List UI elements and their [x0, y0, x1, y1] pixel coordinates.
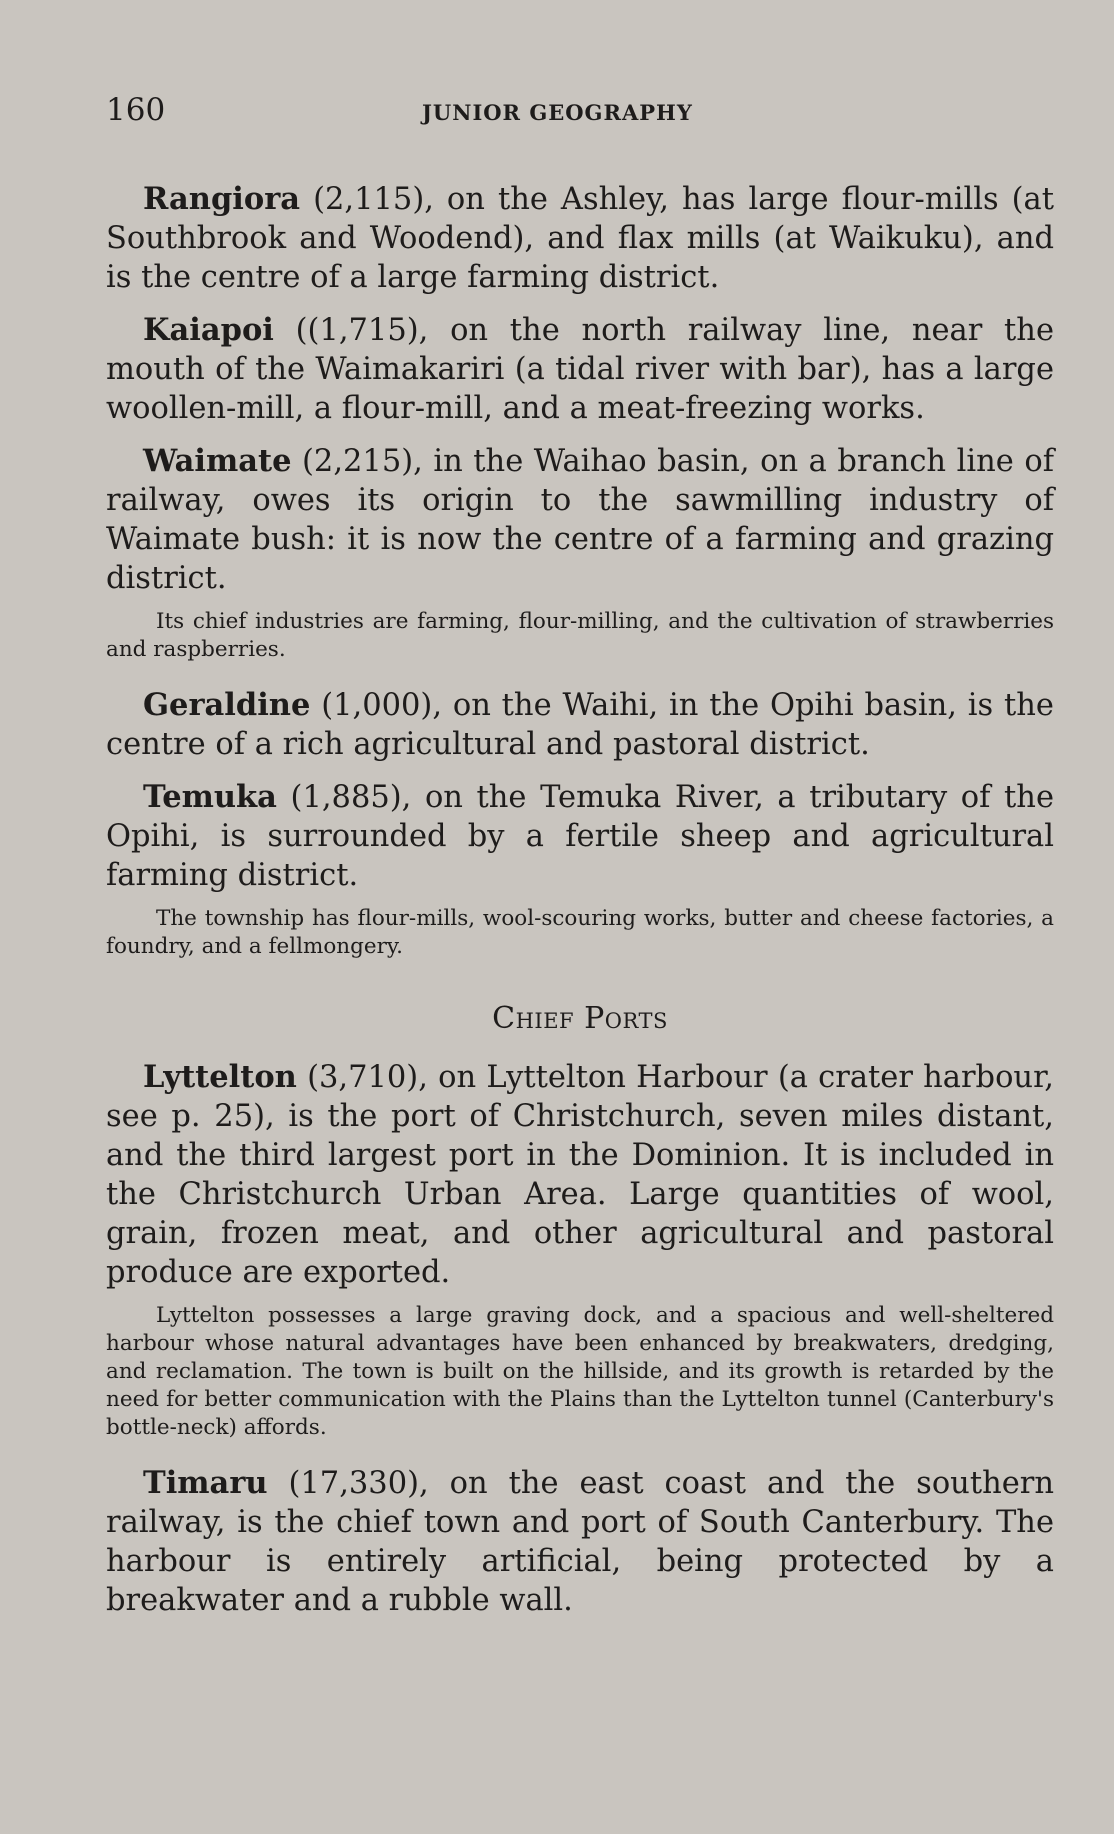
- entry-name: Rangiora: [143, 181, 301, 217]
- page-number: 160: [106, 92, 166, 128]
- entry-text: (17,330), on the east coast and the southern railway, is the chief town and port of South Canterbury. The harbour is entirely artificial, being protected by a breakwater and a rubble wall.: [106, 1466, 1054, 1618]
- entry-name: Waimate: [143, 443, 292, 479]
- entry-rangiora: [106, 180, 1054, 297]
- entry-text: (3,710), on Lyttelton Harbour (a crater harbour, see p. 25), is the port of Christchurch, seven miles distant, and the third largest port in the Dominion. It is included in the Christchurch Urban Area. Large quantities of wool, grain, frozen meat, and other agricultural and pastoral produce are exported.: [106, 1060, 1054, 1290]
- entry-text: (1,000), on the Waihi, in the Opihi basin, is the centre of a rich agricultural and pastoral district.: [106, 688, 1054, 762]
- entry-text: ((1,715), on the north railway line, near the mouth of the Waimakariri (a tidal river with bar), has a large woollen-mill, a flour-mill, and a meat-freezing works.: [106, 313, 1054, 426]
- entry-name: Temuka: [143, 779, 277, 815]
- entry-waimate: [106, 442, 1054, 598]
- section-heading-chief-ports: Chief Ports: [492, 1001, 668, 1036]
- entry-name: Kaiapoi: [143, 312, 274, 348]
- entry-lyttelton: [106, 1058, 1054, 1292]
- entry-temuka: [106, 778, 1054, 895]
- page-header: [106, 92, 1054, 138]
- entry-name: Lyttelton: [143, 1059, 297, 1095]
- running-head: JUNIOR GEOGRAPHY: [422, 100, 693, 125]
- entry-text: (1,885), on the Temuka River, a tributary of the Opihi, is surrounded by a fertile sheep and agricultural farming district.: [106, 780, 1054, 893]
- note-lyttelton: Lyttelton possesses a large graving dock, and a spacious and well-sheltered harbour whose natural advantages have been enhanced by breakwaters, dredging, and reclamation. The town is built on the hillside, and its growth is retarded by the need for better communication with the Plains than the Lyttelton tunnel (Canterbury's bottle-neck) affords.: [106, 1303, 1054, 1440]
- entry-text: (2,115), on the Ashley, has large flour-mills (at Southbrook and Woodend), and flax mills (at Waikuku), and is the centre of a large farming district.: [106, 182, 1054, 295]
- entry-timaru: [106, 1464, 1054, 1620]
- entry-geraldine: [106, 686, 1054, 764]
- entry-name: Timaru: [143, 1465, 268, 1501]
- entry-kaiapoi: [106, 311, 1054, 428]
- note-temuka: The township has flour-mills, wool-scouring works, butter and cheese factories, a foundry, and a fellmongery.: [106, 906, 1054, 959]
- entry-name: Geraldine: [143, 687, 311, 723]
- note-waimate: Its chief industries are farming, flour-milling, and the cultivation of strawberries and raspberries.: [106, 609, 1054, 662]
- entry-text: (2,215), in the Waihao basin, on a branch line of railway, owes its origin to the sawmilling industry of Waimate bush: it is now the centre of a farming and grazing district.: [106, 444, 1054, 596]
